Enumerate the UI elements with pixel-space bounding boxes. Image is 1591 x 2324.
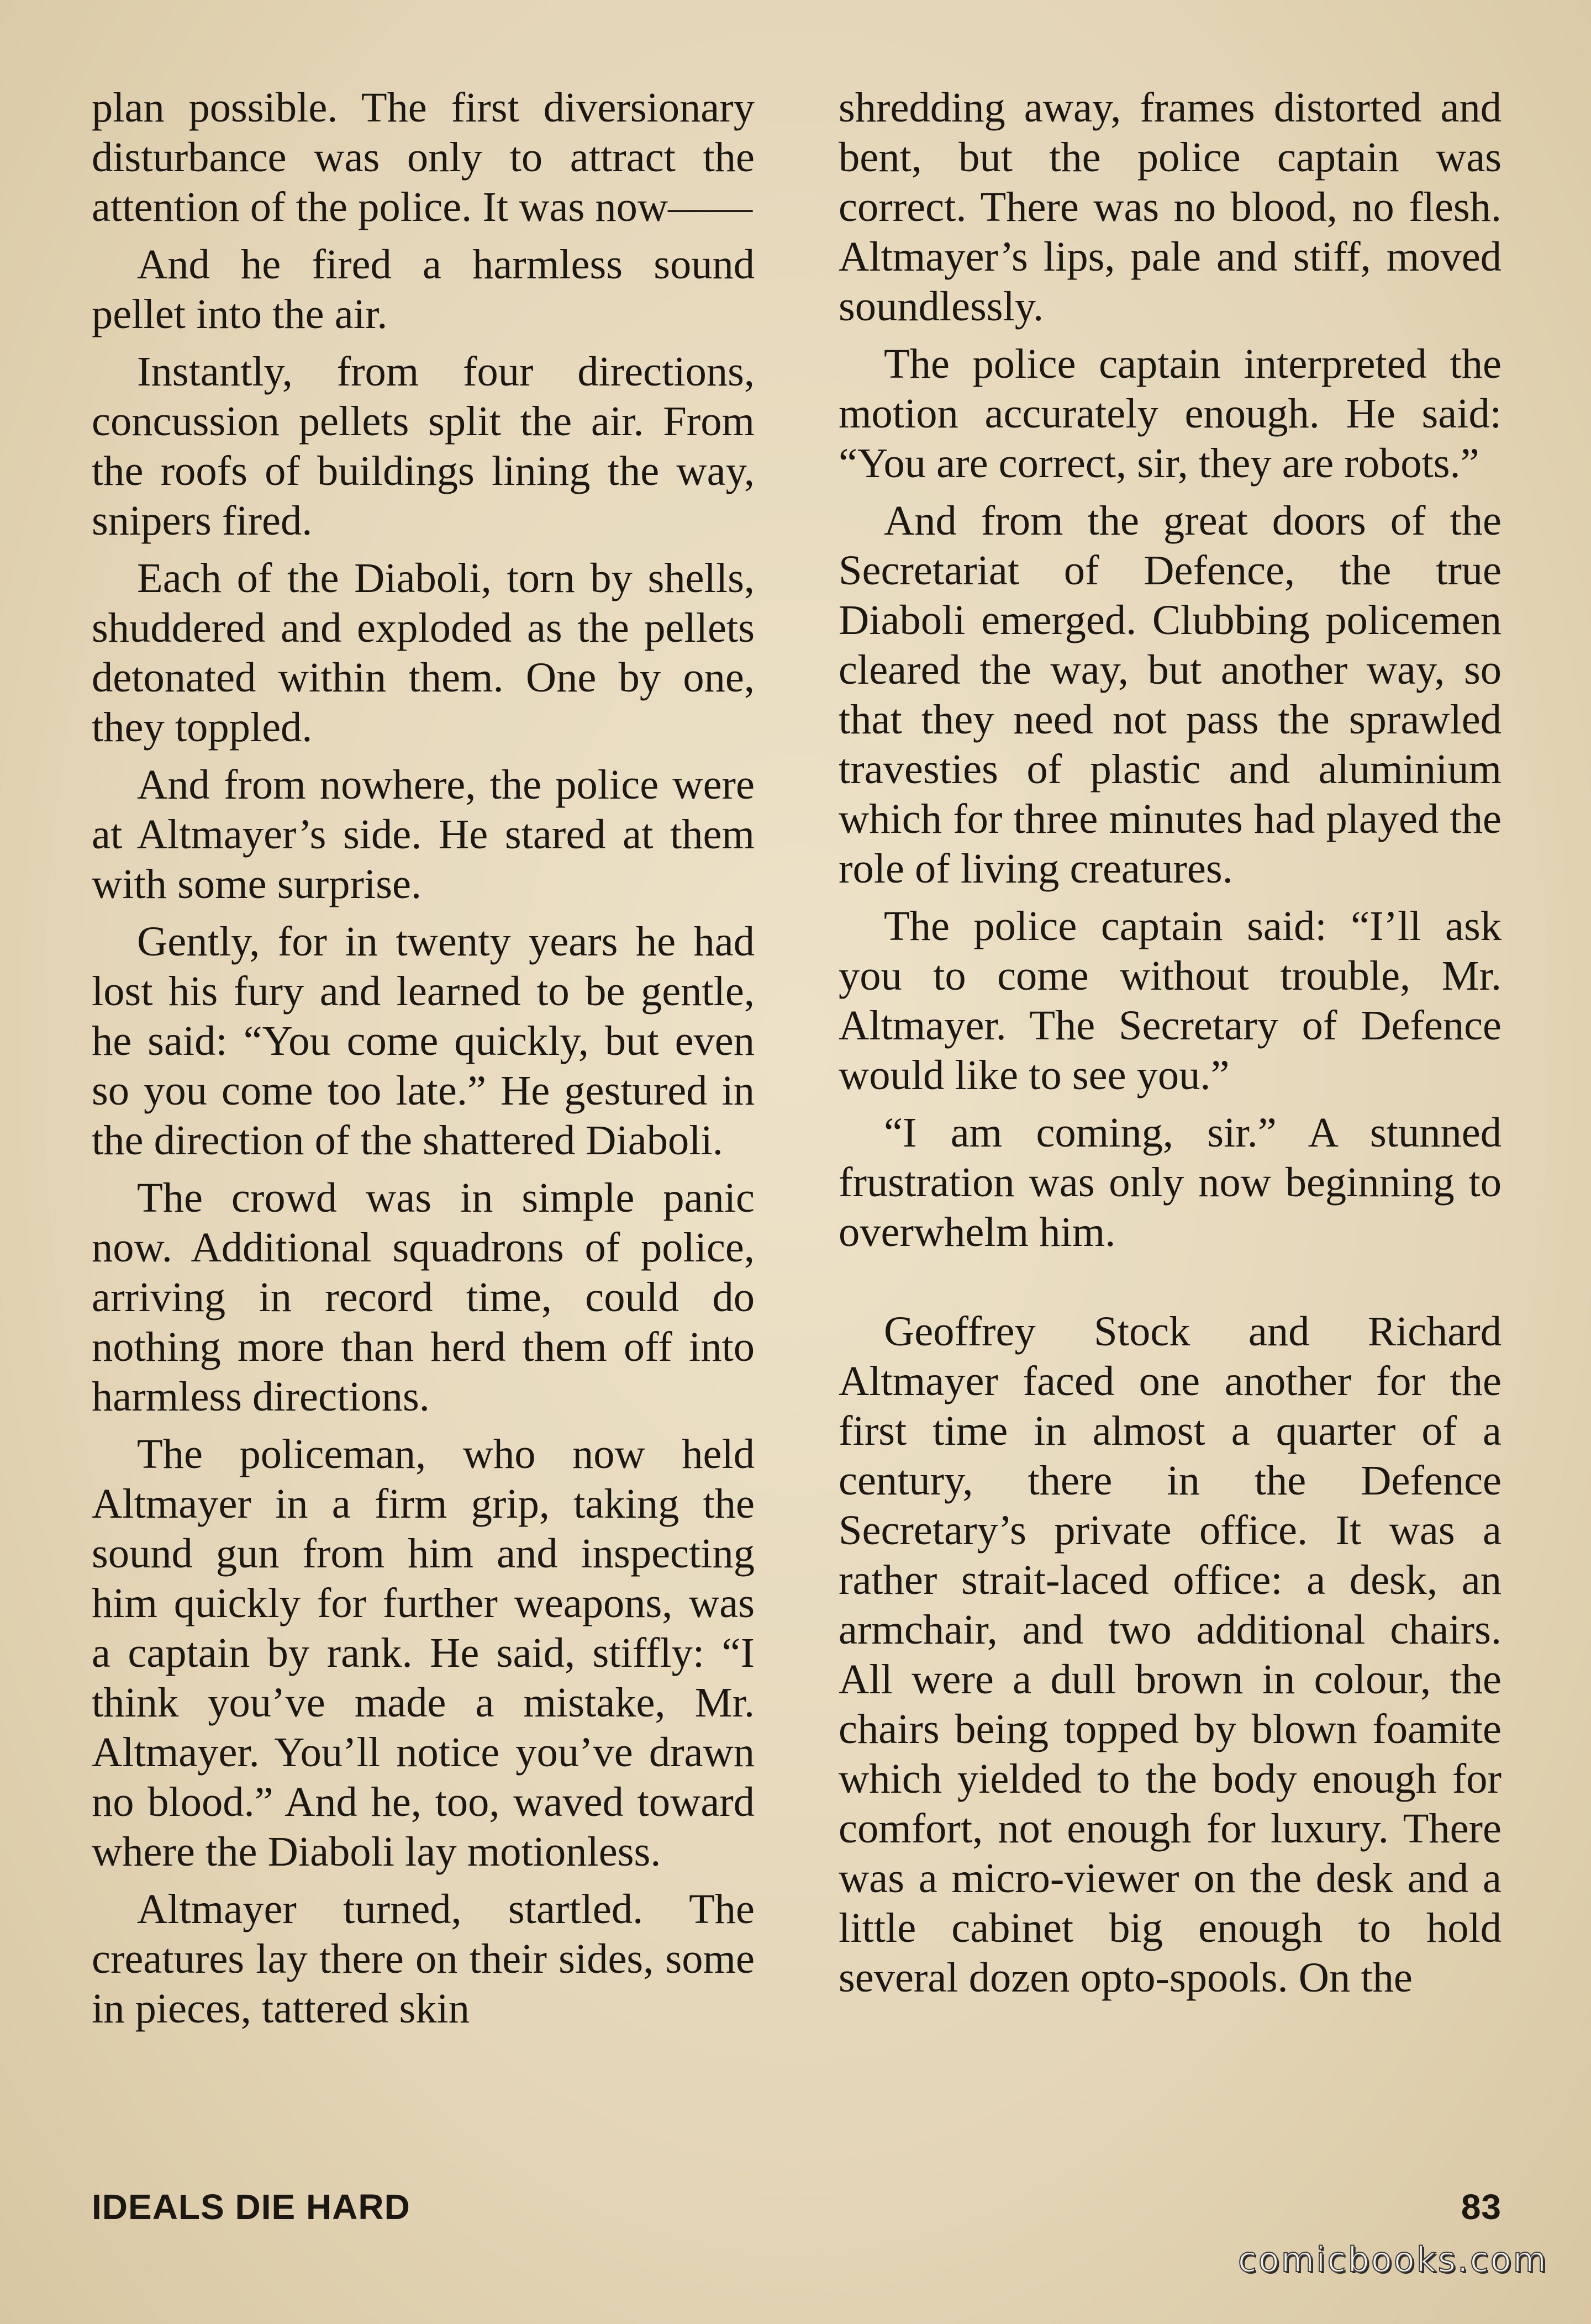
paragraph: The policeman, who now held Altmayer in a firm grip, taking the sound gun from him and inspecting him quickly for further weapons, was a captain by rank. He said, stiffly: “I think you’ve made a mistake, Mr. Altmayer. You’ll notice you’ve drawn no blood.” And he, too, waved toward where the Diaboli lay motionless. xyxy=(92,1430,755,1875)
watermark: comicbooks.com xyxy=(1237,2240,1548,2280)
paragraph: The police captain interpreted the motion accurately enough. He said: “You are correct, sir, they are robots.” xyxy=(839,340,1502,487)
paragraph: Instantly, from four directions, concussion pellets split the air. From the roofs of buildings lining the way, snipers fired. xyxy=(92,348,755,544)
running-title: IDEALS DIE HARD xyxy=(92,2187,410,2227)
paragraph: The police captain said: “I’ll ask you to come without trouble, Mr. Altmayer. The Secretary of Defence would like to see you.” xyxy=(839,902,1502,1098)
page-footer xyxy=(92,2185,1502,2229)
paragraph: “I am coming, sir.” A stunned frustration was only now beginning to overwhelm him. xyxy=(839,1109,1502,1255)
paragraph: And from nowhere, the police were at Altmayer’s side. He stared at them with some surprise. xyxy=(92,761,755,907)
paragraph: plan possible. The first diversionary disturbance was only to attract the attention of the police. It was now—— xyxy=(92,84,755,230)
paragraph: Altmayer turned, startled. The creatures lay there on their sides, some in pieces, tattered skin xyxy=(92,1885,755,2032)
paragraph: The crowd was in simple panic now. Additional squadrons of police, arriving in record time, could do nothing more than herd them off into harmless directions. xyxy=(92,1174,755,1420)
paragraph: Each of the Diaboli, torn by shells, shuddered and exploded as the pellets detonated within them. One by one, they toppled. xyxy=(92,554,755,751)
paragraph: Gently, for in twenty years he had lost his fury and learned to be gentle, he said: “You come quickly, but even so you come too late.” He gestured in the direction of the shattered Diaboli. xyxy=(92,918,755,1164)
right-text-column xyxy=(839,83,1502,2010)
paragraph: shredding away, frames distorted and bent, but the police captain was correct. There was no blood, no flesh. Altmayer’s lips, pale and stiff, moved soundlessly. xyxy=(839,84,1502,330)
paragraph: Geoffrey Stock and Richard Altmayer faced one another for the first time in almost a quarter of a century, there in the Defence Secretary’s private office. It was a rather strait-laced office: a desk, an armchair, and two additional chairs. All were a dull brown in colour, the chairs being topped by blown foamite which yielded to the body enough for comfort, not enough for luxury. There was a micro-viewer on the desk and a little cabinet big enough to hold several dozen opto-spools. On the xyxy=(839,1308,1502,2001)
paragraph: And he fired a harmless sound pellet into the air. xyxy=(92,241,755,337)
paragraph: And from the great doors of the Secretariat of Defence, the true Diaboli emerged. Clubbing policemen cleared the way, but another way, so that they need not pass the sprawled travesties of plastic and aluminium which for three minutes had played the role of living creatures. xyxy=(839,497,1502,892)
left-text-column xyxy=(92,83,755,2041)
page-number: 83 xyxy=(1461,2187,1502,2227)
